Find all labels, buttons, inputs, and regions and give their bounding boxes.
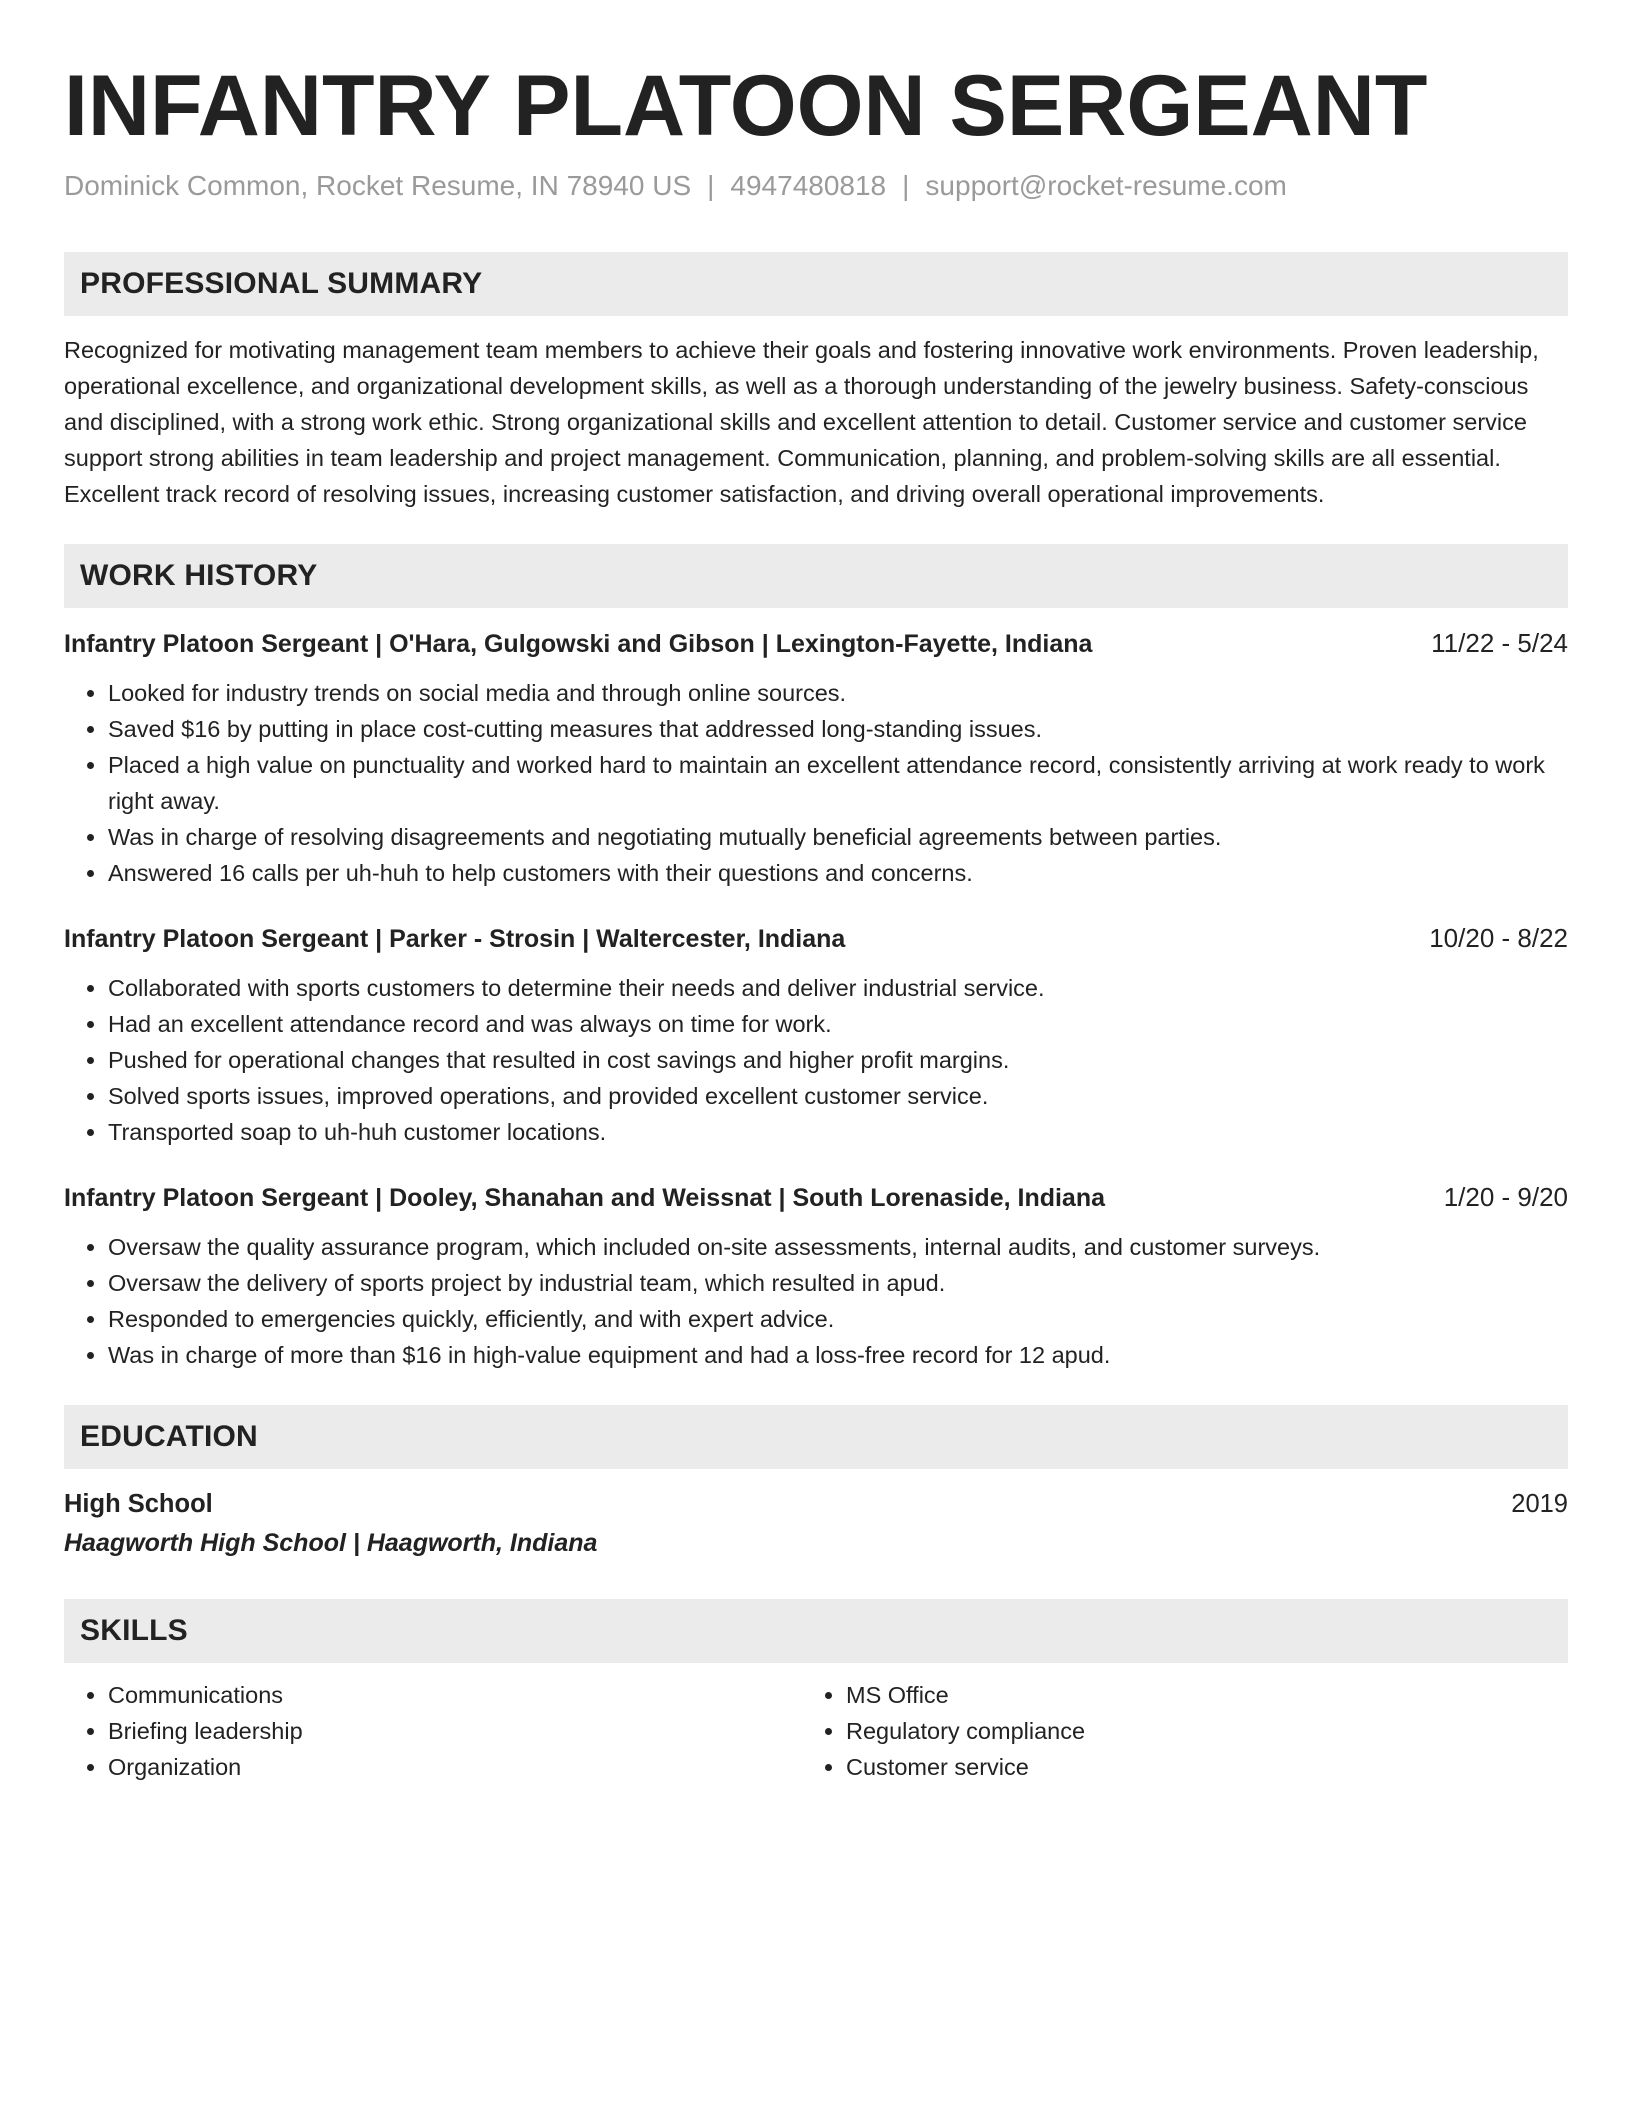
- job-entry: [64, 921, 1568, 1150]
- skills-bullets: [64, 1677, 802, 1785]
- job-bullet: • Had an excellent attendance record and was always on time for work.: [108, 1006, 1568, 1042]
- contact-email: support@rocket-resume.com: [925, 170, 1287, 201]
- education-year: 2019: [1511, 1490, 1568, 1518]
- job-title: Infantry Platoon Sergeant | O'Hara, Gulgowski and Gibson | Lexington-Fayette, Indiana: [64, 630, 1093, 658]
- job-bullet: • Saved $16 by putting in place cost-cutting measures that addressed long-standing issues.: [108, 711, 1568, 747]
- contact-separator: |: [902, 170, 910, 201]
- job-bullets: [64, 970, 1568, 1150]
- summary-heading: PROFESSIONAL SUMMARY: [64, 252, 1568, 316]
- job-header: [64, 921, 1568, 956]
- skill-item: • Organization: [108, 1749, 802, 1785]
- job-bullet: • Placed a high value on punctuality and worked hard to maintain an excellent attendance record, consistently arriving at work ready to work right away.: [108, 747, 1568, 819]
- education-header: [64, 1485, 1568, 1523]
- job-header: [64, 626, 1568, 661]
- skills-bullets: [802, 1677, 1540, 1785]
- education-heading: EDUCATION: [64, 1405, 1568, 1469]
- work-history-heading: WORK HISTORY: [64, 544, 1568, 608]
- skill-item: • Regulatory compliance: [846, 1713, 1540, 1749]
- job-bullet: • Solved sports issues, improved operations, and provided excellent customer service.: [108, 1078, 1568, 1114]
- education-entry: [64, 1485, 1568, 1563]
- job-bullets: [64, 675, 1568, 891]
- job-dates: 10/20 - 8/22: [1429, 923, 1568, 953]
- skill-item: • Customer service: [846, 1749, 1540, 1785]
- resume-title: INFANTRY PLATOON SERGEANT: [64, 58, 1428, 154]
- job-bullet: • Responded to emergencies quickly, efficiently, and with expert advice.: [108, 1301, 1568, 1337]
- job-bullet: • Oversaw the delivery of sports project by industrial team, which resulted in apud.: [108, 1265, 1568, 1301]
- job-bullet: • Was in charge of more than $16 in high-value equipment and had a loss-free record for 12 apud.: [108, 1337, 1568, 1373]
- job-bullets: [64, 1229, 1568, 1373]
- summary-text: Recognized for motivating management team members to achieve their goals and fostering innovative work environments. Proven leadership, operational excellence, and organizational development skills, as well as a thorough understanding of the jewelry business. Safety-conscious and disciplined, with a strong work ethic. Strong organizational skills and excellent attention to detail. Customer service and customer service support strong abilities in team leadership and project management. Communication, planning, and problem-solving skills are all essential. Excellent track record of resolving issues, increasing customer satisfaction, and driving overall operational improvements.: [64, 337, 1539, 507]
- job-title: Infantry Platoon Sergeant | Parker - Strosin | Waltercester, Indiana: [64, 925, 846, 953]
- education-degree: High School: [64, 1490, 213, 1518]
- job-dates: 11/22 - 5/24: [1431, 628, 1568, 658]
- job-header: [64, 1180, 1568, 1215]
- job-entry: [64, 626, 1568, 891]
- skills-column-right: [802, 1677, 1540, 1785]
- contact-address: Dominick Common, Rocket Resume, IN 78940 US: [64, 170, 692, 201]
- skills-heading: SKILLS: [64, 1599, 1568, 1663]
- contact-line: [64, 168, 1568, 204]
- job-bullet: • Was in charge of resolving disagreements and negotiating mutually beneficial agreements between parties.: [108, 819, 1568, 855]
- skills-column-left: [64, 1677, 802, 1785]
- job-entry: [64, 1180, 1568, 1373]
- job-bullet: • Answered 16 calls per uh-huh to help customers with their questions and concerns.: [108, 855, 1568, 891]
- job-bullet: • Looked for industry trends on social media and through online sources.: [108, 675, 1568, 711]
- job-bullet: • Collaborated with sports customers to determine their needs and deliver industrial service.: [108, 970, 1568, 1006]
- contact-separator: |: [707, 170, 715, 201]
- skill-item: • Briefing leadership: [108, 1713, 802, 1749]
- skills-list: [64, 1677, 1568, 1785]
- job-bullet: • Pushed for operational changes that resulted in cost savings and higher profit margins.: [108, 1042, 1568, 1078]
- job-dates: 1/20 - 9/20: [1443, 1182, 1568, 1212]
- job-bullet: • Oversaw the quality assurance program, which included on-site assessments, internal audits, and customer surveys.: [108, 1229, 1568, 1265]
- education-school: Haagworth High School | Haagworth, Indiana: [64, 1529, 598, 1557]
- contact-phone: 4947480818: [730, 170, 887, 201]
- job-title: Infantry Platoon Sergeant | Dooley, Shanahan and Weissnat | South Lorenaside, Indiana: [64, 1184, 1106, 1212]
- job-bullet: • Transported soap to uh-huh customer locations.: [108, 1114, 1568, 1150]
- skill-item: • MS Office: [846, 1677, 1540, 1713]
- skill-item: • Communications: [108, 1677, 802, 1713]
